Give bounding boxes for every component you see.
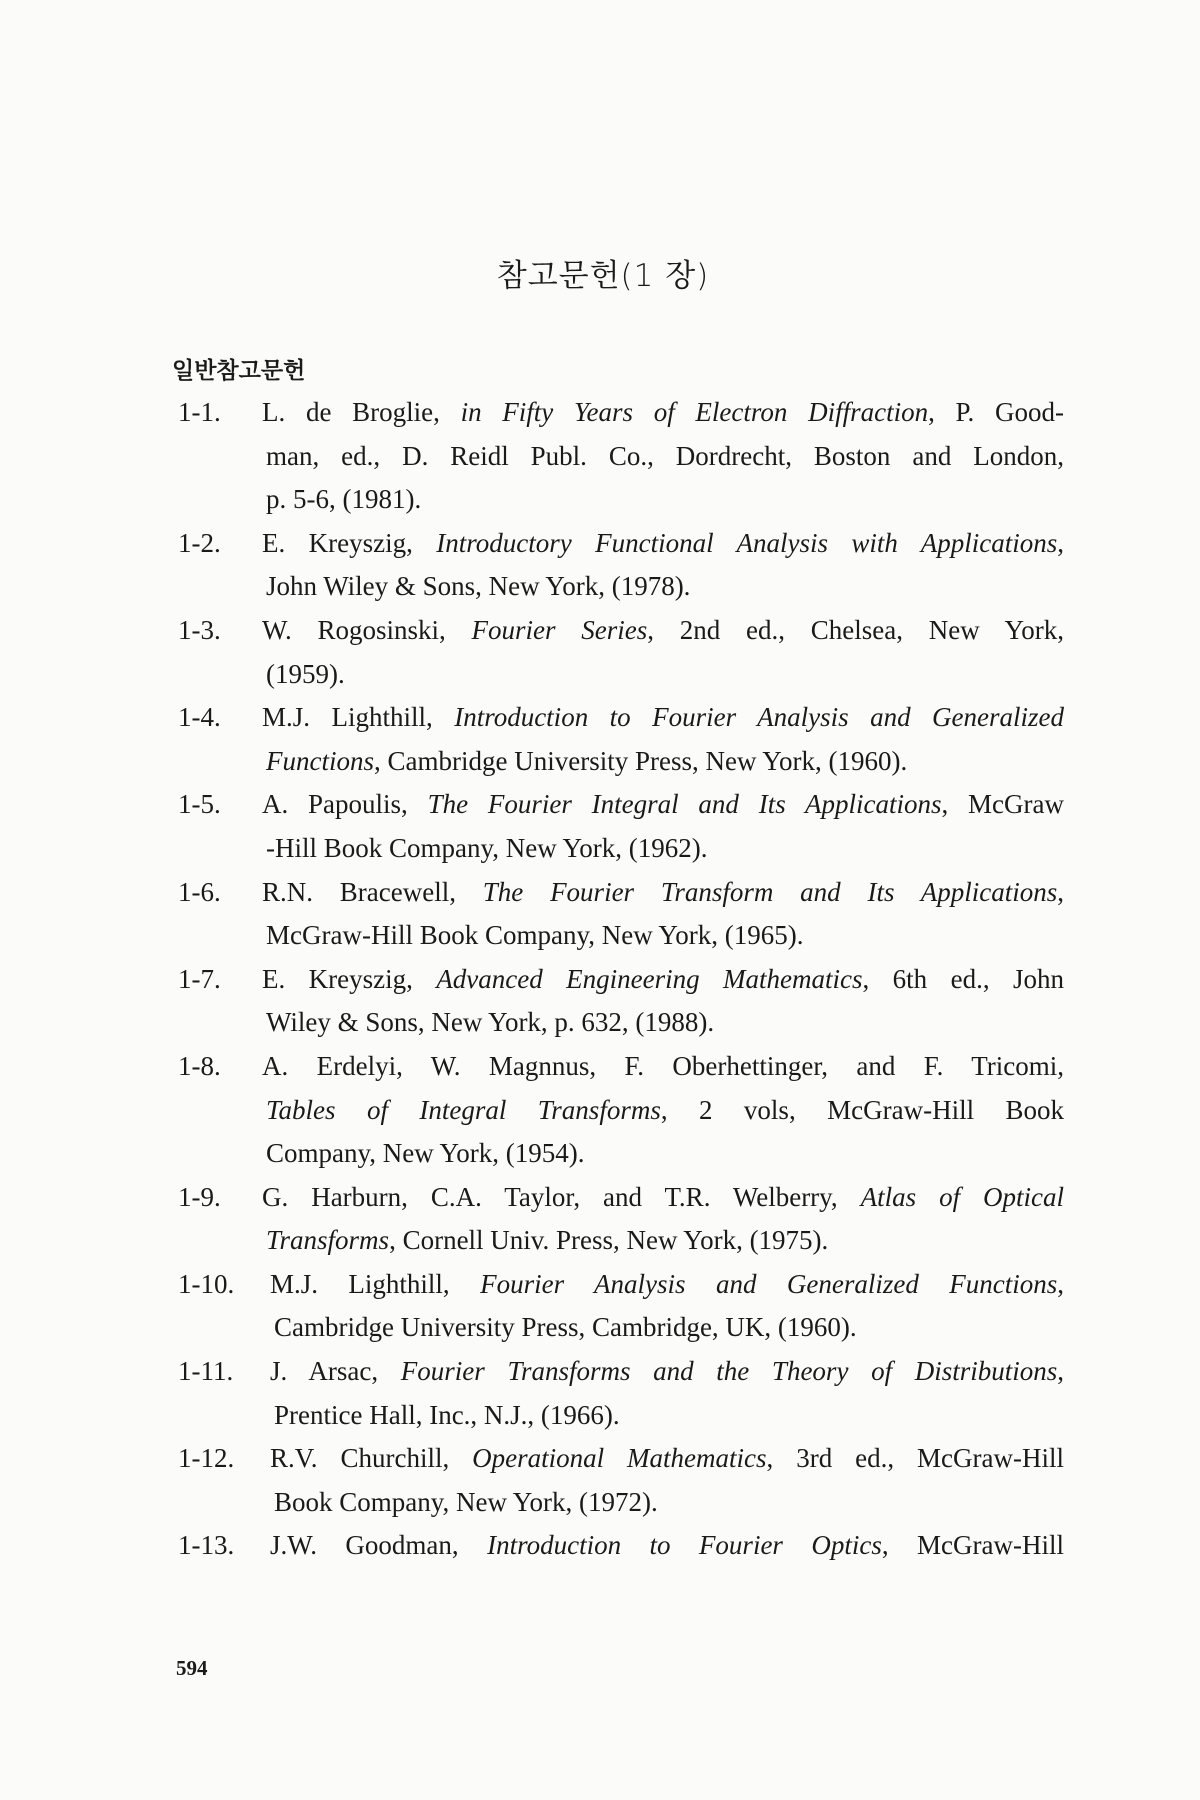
reference-line <box>262 1132 1064 1176</box>
reference-line <box>270 1481 1064 1525</box>
reference-text: A. Erdelyi, W. Magnnus, F. Oberhettinger, and F. Tricomi, <box>262 1050 1064 1081</box>
reference-number: 1-9. <box>178 1181 221 1212</box>
reference-line <box>262 565 1064 609</box>
reference-number: 1-8. <box>178 1050 221 1081</box>
reference-text: Cambridge University Press, Cambridge, UK, (1960). <box>274 1312 857 1343</box>
reference-text: J. Arsac, <box>270 1356 401 1387</box>
reference-text: man, ed., D. Reidl Publ. Co., Dordrecht, Boston and London, <box>266 440 1064 471</box>
reference-line <box>262 696 1064 740</box>
reference-number: 1-13. <box>178 1530 235 1561</box>
reference-line <box>262 1045 1064 1089</box>
reference-entry <box>0 958 1200 1045</box>
reference-text: , P. Good- <box>928 397 1064 427</box>
reference-line <box>270 1437 1064 1481</box>
reference-line <box>262 783 1064 827</box>
reference-text: Company, New York, (1954). <box>266 1138 585 1169</box>
page-number: 594 <box>176 1656 208 1680</box>
reference-line <box>262 740 1064 784</box>
reference-line <box>270 1394 1064 1438</box>
reference-text: , 3rd ed., McGraw-Hill <box>766 1443 1065 1474</box>
reference-line <box>262 914 1064 958</box>
reference-line <box>262 1001 1064 1045</box>
reference-text: , 2nd ed., Chelsea, New York, <box>647 614 1064 645</box>
reference-line <box>270 1350 1064 1394</box>
reference-text: Wiley & Sons, New York, p. 632, (1988). <box>266 1007 715 1038</box>
reference-text: , 6th ed., John <box>862 963 1064 994</box>
reference-text: G. Harburn, C.A. Taylor, and T.R. Welberry, <box>262 1181 861 1212</box>
reference-title: Introduction to Fourier Optics <box>487 1530 882 1561</box>
reference-line <box>270 1263 1064 1307</box>
reference-title: Fourier Analysis and Generalized Functions <box>480 1268 1058 1299</box>
reference-number: 1-7. <box>178 963 221 994</box>
reference-line <box>262 478 1064 522</box>
reference-title: The Fourier Integral and Its Applications <box>427 789 942 820</box>
reference-title: Advanced Engineering Mathematics <box>436 963 863 994</box>
reference-text: Book Company, New York, (1972). <box>274 1486 658 1517</box>
reference-entry <box>0 391 1200 522</box>
reference-title: Fourier Transforms and the Theory of Distributions <box>400 1356 1058 1387</box>
reference-text: , <box>1057 876 1065 907</box>
reference-line <box>262 1176 1064 1220</box>
reference-line <box>262 958 1064 1002</box>
reference-line <box>262 871 1064 915</box>
reference-text: p. 5-6, (1981). <box>266 484 422 515</box>
reference-line <box>262 653 1064 697</box>
reference-title: in Fifty Years of Electron Diffraction <box>460 397 929 427</box>
reference-text: McGraw-Hill Book Company, New York, (1965). <box>266 920 804 951</box>
reference-entry <box>0 696 1200 783</box>
reference-text: , <box>1057 1356 1065 1387</box>
reference-title: Functions <box>266 745 374 776</box>
reference-number: 1-12. <box>178 1443 235 1474</box>
reference-text: (1959). <box>266 658 345 689</box>
reference-text: , <box>1057 527 1064 558</box>
reference-entry <box>0 1437 1200 1524</box>
reference-number: 1-11. <box>178 1356 234 1387</box>
reference-entry <box>0 1263 1200 1350</box>
reference-text: , 2 vols, McGraw-Hill Book <box>660 1094 1064 1125</box>
reference-number: 1-1. <box>178 397 221 427</box>
reference-number: 1-2. <box>178 527 221 558</box>
reference-entry <box>0 1350 1200 1437</box>
section-heading: 일반참고문헌 <box>172 358 306 384</box>
reference-title: Introduction to Fourier Analysis and Generalized <box>454 702 1064 733</box>
reference-line <box>262 609 1064 653</box>
reference-text: John Wiley & Sons, New York, (1978). <box>266 571 691 602</box>
reference-title: The Fourier Transform and Its Applications <box>482 876 1058 907</box>
reference-entry <box>0 871 1200 958</box>
reference-line <box>262 522 1064 566</box>
reference-entry <box>0 609 1200 696</box>
reference-line <box>262 391 1064 435</box>
reference-title: Introductory Functional Analysis with Applications <box>436 527 1058 558</box>
reference-line <box>262 827 1064 871</box>
reference-text: R.N. Bracewell, <box>262 876 483 907</box>
reference-line <box>262 1219 1064 1263</box>
reference-title: Fourier Series <box>471 614 648 645</box>
reference-entry <box>0 1176 1200 1263</box>
reference-entry <box>0 783 1200 870</box>
page-title: 참고문헌(1 장) <box>496 258 710 294</box>
reference-text: , McGraw-Hill <box>881 1530 1064 1561</box>
reference-entry <box>0 1524 1200 1568</box>
reference-title: Atlas of Optical <box>860 1181 1065 1212</box>
reference-text: -Hill Book Company, New York, (1962). <box>266 832 708 863</box>
reference-entry <box>0 1045 1200 1176</box>
reference-text: E. Kreyszig, <box>262 963 437 994</box>
reference-number: 1-10. <box>178 1268 235 1299</box>
reference-text: J.W. Goodman, <box>270 1530 488 1561</box>
reference-line <box>262 435 1064 479</box>
reference-entry <box>0 522 1200 609</box>
reference-number: 1-6. <box>178 876 221 907</box>
reference-number: 1-5. <box>178 789 221 820</box>
reference-line <box>262 1089 1064 1133</box>
reference-text: A. Papoulis, <box>262 789 428 820</box>
reference-title: Transforms <box>266 1225 390 1256</box>
reference-line <box>270 1306 1064 1350</box>
reference-text: W. Rogosinski, <box>262 614 472 645</box>
reference-text: , Cambridge University Press, New York, (1960). <box>374 745 908 776</box>
reference-text: , Cornell Univ. Press, New York, (1975). <box>389 1225 829 1256</box>
reference-title: Tables of Integral Transforms <box>266 1094 661 1125</box>
reference-title: Operational Mathematics <box>472 1443 767 1474</box>
reference-number: 1-3. <box>178 614 221 645</box>
reference-text: M.J. Lighthill, <box>270 1268 481 1299</box>
reference-text: M.J. Lighthill, <box>262 702 455 733</box>
reference-line <box>270 1524 1064 1568</box>
reference-text: E. Kreyszig, <box>262 527 437 558</box>
reference-number: 1-4. <box>178 702 221 733</box>
reference-text: Prentice Hall, Inc., N.J., (1966). <box>274 1399 620 1430</box>
reference-list <box>0 391 1200 1568</box>
reference-text: L. de Broglie, <box>262 397 461 427</box>
reference-text: , McGraw <box>941 789 1064 820</box>
reference-text: R.V. Churchill, <box>270 1443 473 1474</box>
reference-text: , <box>1057 1268 1064 1299</box>
